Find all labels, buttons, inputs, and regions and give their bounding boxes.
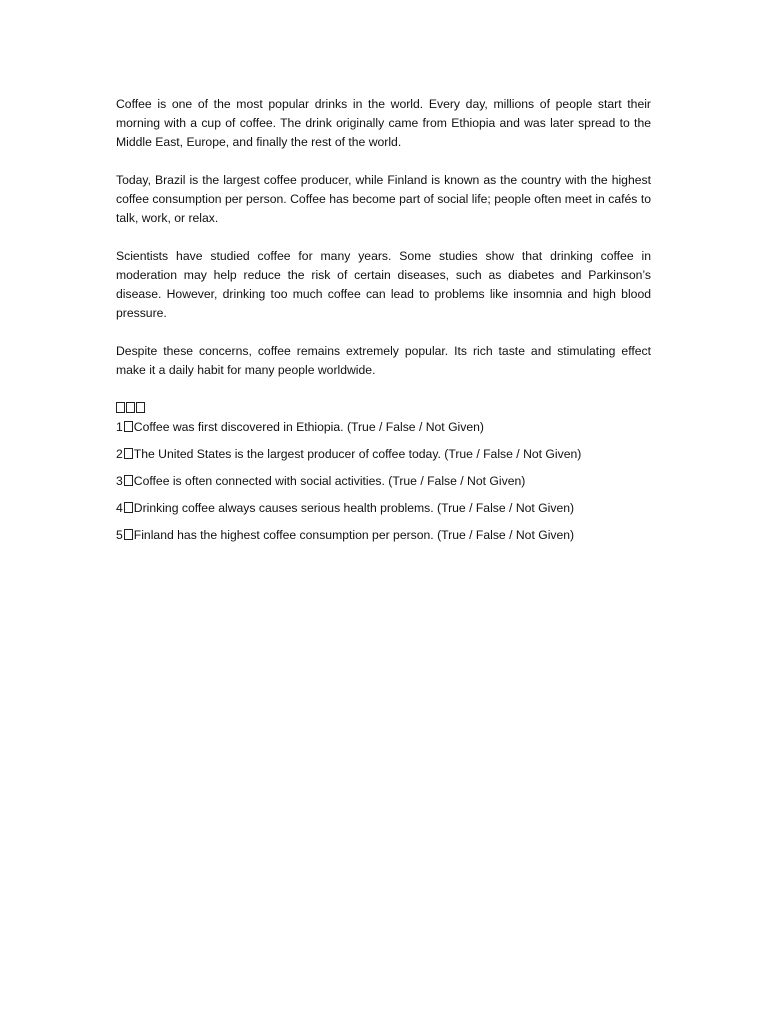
missing-glyph-icon (124, 529, 133, 540)
question-item-1 (116, 418, 651, 437)
question-number: 5 (116, 528, 123, 542)
question-text: Coffee is often connected with social activities. (True / False / Not Given) (133, 474, 526, 488)
missing-glyph-icon (126, 402, 135, 413)
questions-heading (116, 399, 651, 418)
passage-paragraph-2: Today, Brazil is the largest coffee producer, while Finland is known as the country with the highest coffee consumption per person. Coffee has become part of social life; people often meet in cafés to talk, work, or relax. (116, 173, 651, 225)
passage-paragraph-1: Coffee is one of the most popular drinks in the world. Every day, millions of people start their morning with a cup of coffee. The drink originally came from Ethiopia and was later spread to the Middle East, Europe, and finally the rest of the world. (116, 97, 651, 149)
question-item-3 (116, 472, 651, 491)
question-number: 2 (116, 447, 123, 461)
question-number: 1 (116, 420, 123, 434)
question-text: Drinking coffee always causes serious health problems. (True / False / Not Given) (133, 501, 575, 515)
missing-glyph-icon (124, 448, 133, 459)
question-text: Finland has the highest coffee consumption per person. (True / False / Not Given) (133, 528, 575, 542)
missing-glyph-icon (136, 402, 145, 413)
passage-paragraph-3: Scientists have studied coffee for many years. Some studies show that drinking coffee in moderation may help reduce the risk of certain diseases, such as diabetes and Parkinson’s disease. However, drinking too much coffee can lead to problems like insomnia and high blood pressure. (116, 249, 651, 320)
missing-glyph-icon (124, 421, 133, 432)
question-text: Coffee was first discovered in Ethiopia. (True / False / Not Given) (133, 420, 484, 434)
question-item-5 (116, 526, 651, 545)
question-item-4 (116, 499, 651, 518)
missing-glyph-icon (116, 402, 125, 413)
question-item-2 (116, 445, 651, 464)
question-number: 3 (116, 474, 123, 488)
question-text: The United States is the largest producer of coffee today. (True / False / Not Given) (133, 447, 582, 461)
passage-paragraph-4: Despite these concerns, coffee remains extremely popular. Its rich taste and stimulating effect make it a daily habit for many people worldwide. (116, 344, 651, 377)
missing-glyph-icon (124, 475, 133, 486)
missing-glyph-icon (124, 502, 133, 513)
document-page (116, 95, 651, 553)
question-number: 4 (116, 501, 123, 515)
